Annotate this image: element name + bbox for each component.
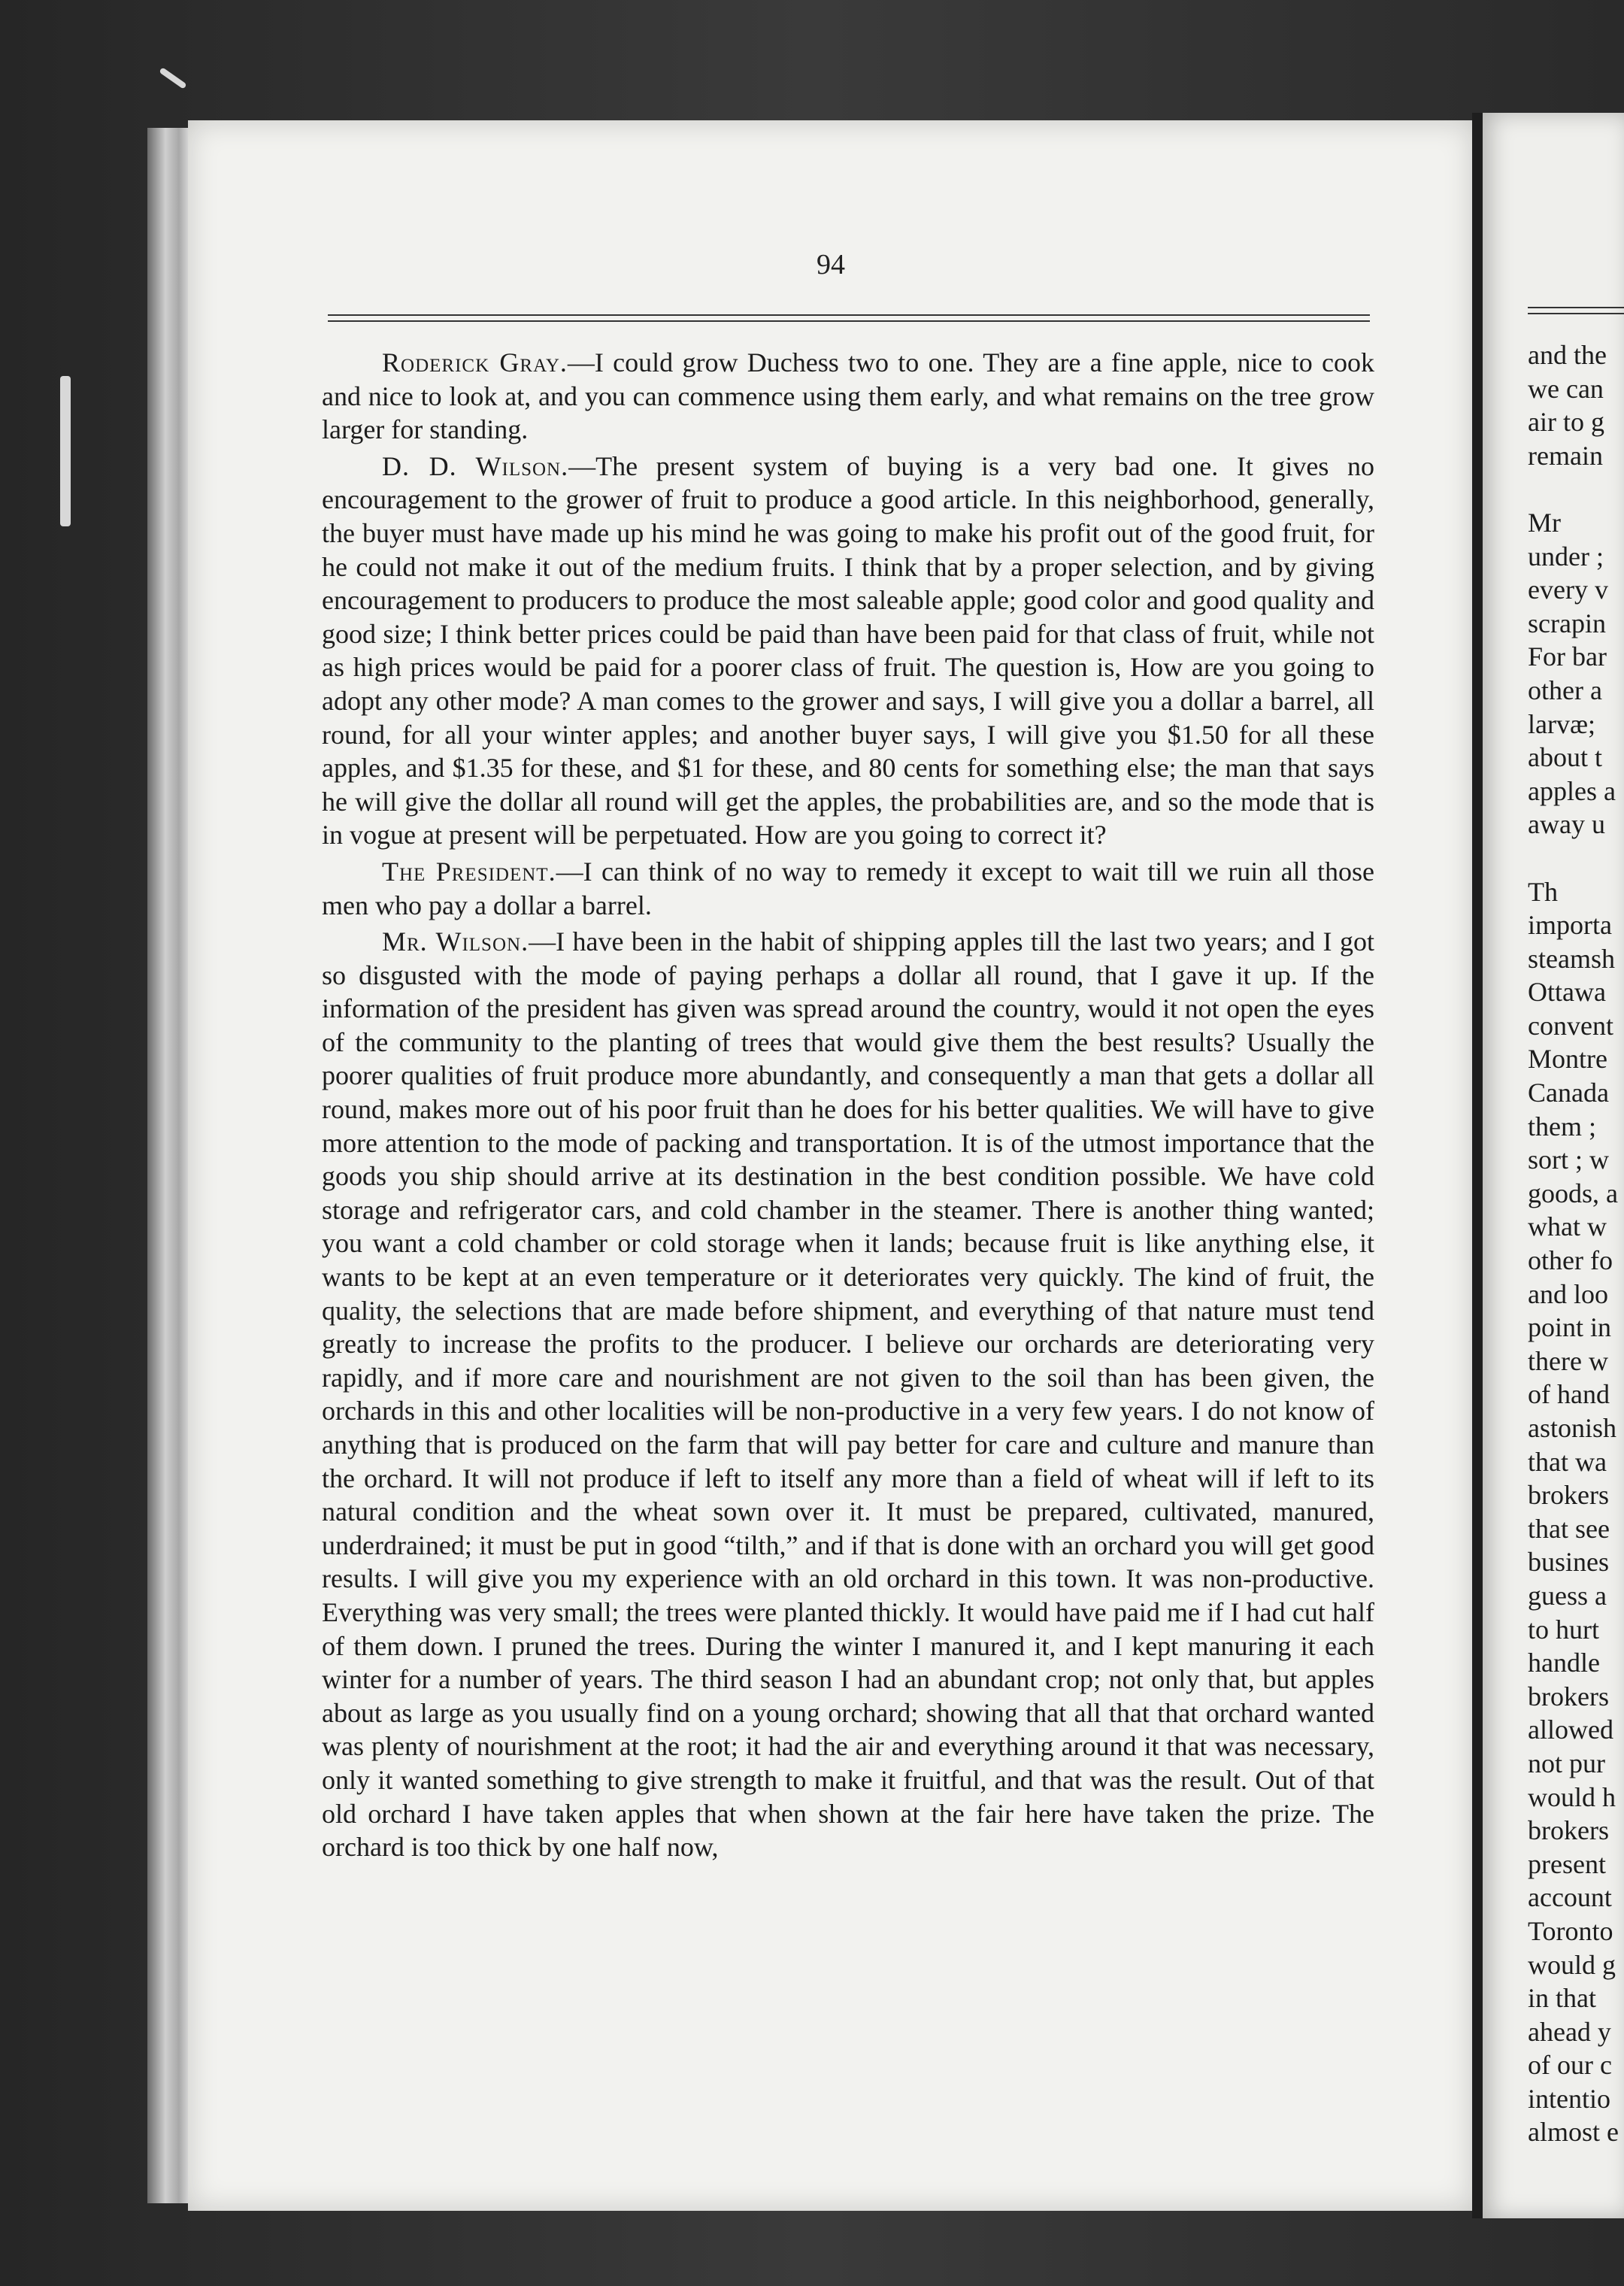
facing-page-line: in that — [1528, 1983, 1596, 2014]
facing-page-line: air to g — [1528, 407, 1604, 438]
speaker-name: D. D. Wilson. — [382, 450, 569, 481]
book-page-left — [188, 120, 1474, 2211]
paragraph — [322, 346, 1374, 447]
facing-page-line: Mr — [1528, 507, 1561, 538]
facing-page-line: almost e — [1528, 2117, 1619, 2148]
facing-page-line: brokers — [1528, 1480, 1609, 1511]
facing-page-line: other a — [1528, 675, 1602, 705]
facing-page-line: busines — [1528, 1547, 1609, 1578]
facing-page-line: that wa — [1528, 1446, 1607, 1477]
page-edge — [147, 128, 192, 2203]
facing-page-line: about t — [1528, 742, 1602, 773]
facing-page-line: allowed — [1528, 1714, 1613, 1745]
facing-page-line: convent — [1528, 1010, 1613, 1041]
paragraph-text: —The present system of buying is a very bad one. It gives no encouragement to the grower of fruit to produce a good article. In this neighborhood, generally, the buyer must have made up his mind he was going to make his profit out of the good fruit, for he could not make it out of the medium fruits. I think that by a proper selection, and by giving encouragement to producers to produce the most saleable apple; good color and good quality and good size; I think better prices could be paid than have been paid for that class of fruit, while not as high prices would be paid for a poorer class of fruit. The question is, How are you going to adopt any other mode? A man comes to the grower and says, I will give you a dollar a barrel, all round, for all your winter apples; and another buyer says, I will give you $1.50 for all these apples, and $1.35 for these, and $1 for these, and 80 cents for something else; the man that says he will give the dollar all round will get the apples, the probabilities are, and so the mode that is in vogue at present will be perpetuated. How are you going to correct it? — [322, 450, 1375, 850]
facing-page-line: handle — [1528, 1648, 1600, 1678]
speaker-name: Mr. Wilson. — [382, 926, 529, 957]
facing-page-line: sort ; w — [1528, 1145, 1609, 1175]
facing-page-line: not pur — [1528, 1748, 1605, 1778]
facing-page-line: apples a — [1528, 775, 1616, 806]
facing-page-line: point in — [1528, 1312, 1612, 1343]
page-number: 94 — [817, 249, 845, 280]
facing-page-line: of hand — [1528, 1379, 1610, 1410]
facing-page-text — [1528, 338, 1624, 2149]
facing-page-line: that see — [1528, 1513, 1610, 1544]
facing-page-line: guess a — [1528, 1580, 1607, 1611]
facing-page-line: under ; — [1528, 541, 1604, 572]
facing-page-line: them ; — [1528, 1111, 1596, 1141]
paragraph — [322, 450, 1374, 852]
facing-page-line: of our c — [1528, 2050, 1612, 2081]
facing-page-line: ahead y — [1528, 2016, 1611, 2047]
facing-page-line: what w — [1528, 1211, 1607, 1242]
header-rule — [1528, 307, 1624, 308]
facing-page-line: to hurt — [1528, 1614, 1599, 1645]
facing-page-line: larvæ; — [1528, 708, 1595, 739]
facing-page-line: For bar — [1528, 641, 1607, 672]
body-text — [322, 346, 1374, 1867]
facing-page-line: and the — [1528, 340, 1607, 370]
facing-page-line — [1528, 472, 1624, 506]
facing-page-line: present — [1528, 1848, 1606, 1879]
facing-page-line: Th — [1528, 876, 1558, 907]
facing-page-line: goods, a — [1528, 1178, 1618, 1208]
facing-page-line: importa — [1528, 910, 1612, 941]
paragraph-text: —I have been in the habit of shipping apples till the last two years; and I got so disgusted with the mode of paying perhaps a dollar all round, that I gave it up. If the information of the president has given was spread around the country, would it not open the eyes of the community to the planting of trees that would give them the best results? Usually the poorer qualities of fruit produce more abundantly, and consequently a man that gets a dollar all round, makes more out of his poor fruit than he does for his better qualities. We will have to give more attention to the mode of packing and transportation. It is of the utmost importance that the goods you ship should arrive at its destination in the best condition possible. We have cold storage and refrigerator cars, and cold chamber in the steamer. There is another thing wanted; you want a cold chamber or cold storage when it lands; because fruit is like anything else, it wants to be kept at an even temperature or it deteriorates very quickly. The kind of fruit, the quality, the selections that are made before shipment, and everything of that nature must tend greatly to increase the profits to the producer. I believe our orchards are deteriorating very rapidly, and if more care and nourishment are not given to the soil than has been given, the orchards in this and other localities will be non-productive in a very few years. I do not know of anything that is produced on the farm that will pay better for care and culture and manure than the orchard. It will not produce if left to itself any more than a field of wheat will if left to its natural condition and the wheat sown over it. It must be prepared, cultivated, manured, underdrained; it must be put in good “tilth,” and if that is done with an orchard you will get good results. I will give you my experience with an old orchard in this town. It was non-productive. Everything was very small; the trees were planted thickly. It would have paid me if I had cut half of them down. I pruned the trees. During the winter I manured it, and I kept manuring it each winter for a number of years. The third season I had an abundant crop; not only that, but apples about as large as you usually find on a young orchard; showing that all that that orchard wanted was plenty of nourishment at the root; it had the air and everything around it that was necessary, only it wanted something to give strength to make it fruitful, and that was the result. Out of that old orchard I have taken apples that when shown at the fair here have taken the prize. The orchard is too thick by one half now, — [322, 926, 1374, 1863]
header-rule — [1528, 313, 1624, 314]
facing-page-line: brokers — [1528, 1815, 1609, 1846]
facing-page-line: Toronto — [1528, 1915, 1613, 1946]
facing-page-line: intentio — [1528, 2083, 1610, 2114]
paragraph — [322, 855, 1374, 922]
facing-page-line: and loo — [1528, 1278, 1608, 1309]
facing-page-line: away u — [1528, 809, 1605, 840]
book-page-right — [1483, 113, 1624, 2218]
facing-page-line: steamsh — [1528, 943, 1615, 974]
facing-page-line: would g — [1528, 1949, 1616, 1980]
speaker-name: Roderick Gray. — [382, 347, 568, 377]
facing-page-line: account — [1528, 1882, 1612, 1913]
facing-page-line: Ottawa — [1528, 977, 1606, 1008]
header-rule — [328, 314, 1370, 316]
facing-page-line: Canada — [1528, 1078, 1609, 1108]
paragraph-text: —I could grow Duchess two to one. They are a fine apple, nice to cook and nice to look at, and you can commence using them early, and what remains on the tree grow larger for standing. — [322, 347, 1374, 445]
speaker-name: The President. — [382, 856, 556, 887]
facing-page-line: brokers — [1528, 1681, 1609, 1711]
facing-page-line: astonish — [1528, 1413, 1617, 1443]
facing-page-line: remain — [1528, 440, 1603, 471]
facing-page-line: other fo — [1528, 1245, 1613, 1276]
facing-page-line: there w — [1528, 1345, 1608, 1376]
header-rule — [328, 320, 1370, 322]
facing-page-line — [1528, 841, 1624, 875]
facing-page-line: Montre — [1528, 1044, 1607, 1075]
facing-page-line: scrapin — [1528, 608, 1606, 638]
paragraph — [322, 925, 1374, 1864]
facing-page-line: every v — [1528, 575, 1608, 605]
facing-page-line: we can — [1528, 373, 1604, 404]
paragraph-text: —I can think of no way to remedy it except to wait till we ruin all those men who pay a dollar a barrel. — [322, 856, 1375, 920]
facing-page-line: would h — [1528, 1781, 1616, 1812]
scan-mark — [60, 376, 71, 526]
